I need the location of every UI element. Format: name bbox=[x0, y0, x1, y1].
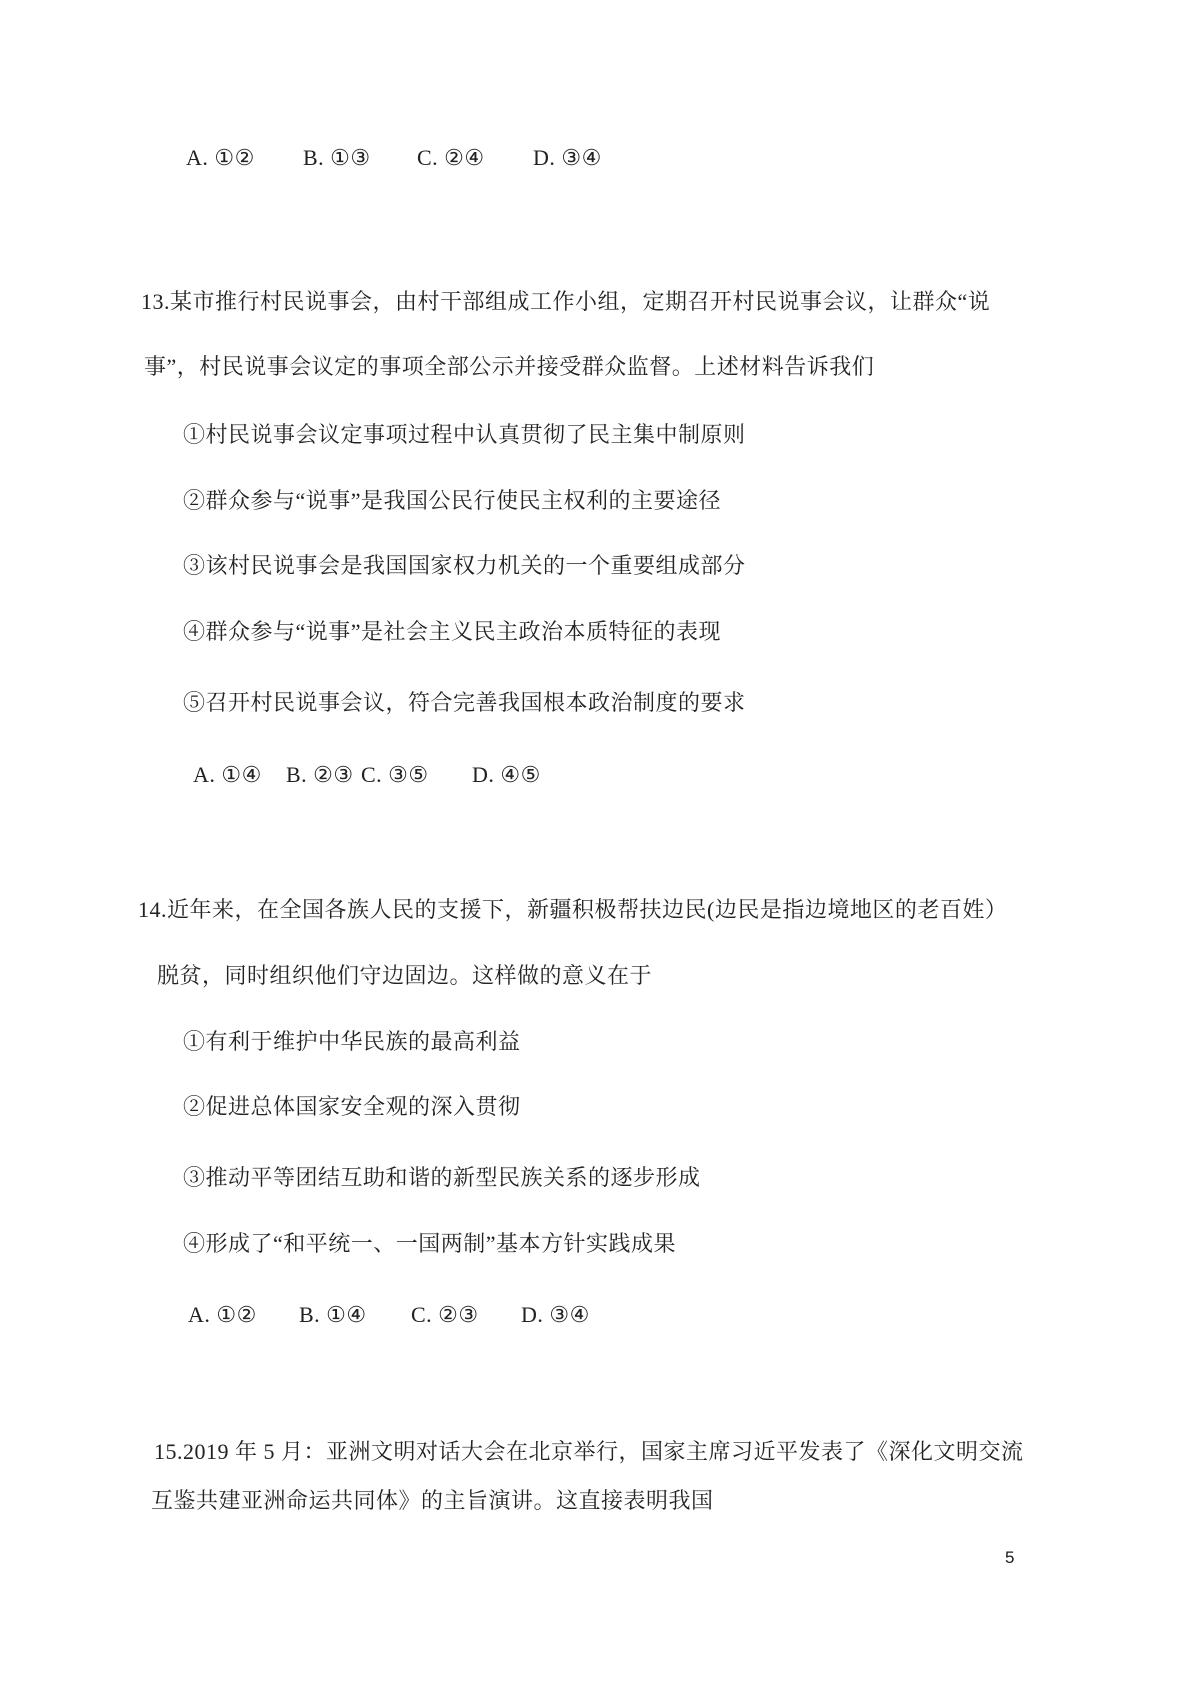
q14-answer-c: C. ②③ bbox=[411, 1302, 479, 1327]
q14-option-3: ③推动平等团结互助和谐的新型民族关系的逐步形成 bbox=[183, 1165, 701, 1190]
q13-option-5: ⑤召开村民说事会议，符合完善我国根本政治制度的要求 bbox=[183, 690, 746, 715]
q13-answer-a: A. ①④ bbox=[193, 762, 262, 787]
q13-answer-row bbox=[0, 760, 1200, 790]
q13-option-1: ①村民说事会议定事项过程中认真贯彻了民主集中制原则 bbox=[183, 422, 746, 447]
q14-answer-a: A. ①② bbox=[188, 1302, 257, 1327]
q12-answer-c: C. ②④ bbox=[417, 145, 485, 170]
q14-option-4: ④形成了“和平统一、一国两制”基本方针实践成果 bbox=[183, 1231, 677, 1256]
q12-answer-row bbox=[0, 143, 1200, 173]
q13-stem-line1: 13.某市推行村民说事会，由村干部组成工作小组，定期召开村民说事会议，让群众“说 bbox=[141, 289, 991, 314]
q13-option-4: ④群众参与“说事”是社会主义民主政治本质特征的表现 bbox=[183, 619, 722, 644]
q14-answer-row bbox=[0, 1300, 1200, 1330]
q13-answer-b: B. ②③ bbox=[286, 762, 354, 787]
q14-option-2: ②促进总体国家安全观的深入贯彻 bbox=[183, 1094, 521, 1119]
q12-answer-a: A. ①② bbox=[186, 145, 255, 170]
q14-answer-d: D. ③④ bbox=[521, 1302, 590, 1327]
q13-answer-d: D. ④⑤ bbox=[472, 762, 541, 787]
q13-option-2: ②群众参与“说事”是我国公民行使民主权利的主要途径 bbox=[183, 488, 722, 513]
q14-stem-line2: 脱贫，同时组织他们守边固边。这样做的意义在于 bbox=[157, 963, 653, 988]
q12-answer-b: B. ①③ bbox=[303, 145, 371, 170]
q14-stem-line1: 14.近年来，在全国各族人民的支援下，新疆积极帮扶边民(边民是指边境地区的老百姓） bbox=[138, 897, 1008, 922]
q13-answer-c: C. ③⑤ bbox=[361, 762, 429, 787]
q15-stem-line2: 互鉴共建亚洲命运共同体》的主旨演讲。这直接表明我国 bbox=[151, 1488, 714, 1513]
q13-option-3: ③该村民说事会是我国国家权力机关的一个重要组成部分 bbox=[183, 553, 746, 578]
q14-answer-b: B. ①④ bbox=[299, 1302, 367, 1327]
q13-stem-line2: 事”，村民说事会议定的事项全部公示并接受群众监督。上述材料告诉我们 bbox=[144, 354, 875, 379]
page-number: 5 bbox=[1005, 1548, 1015, 1567]
q12-answer-d: D. ③④ bbox=[533, 145, 602, 170]
q15-stem-line1: 15.2019 年 5 月：亚洲文明对话大会在北京举行，国家主席习近平发表了《深化文明交流 bbox=[154, 1439, 1024, 1464]
q14-option-1: ①有利于维护中华民族的最高利益 bbox=[183, 1029, 521, 1054]
